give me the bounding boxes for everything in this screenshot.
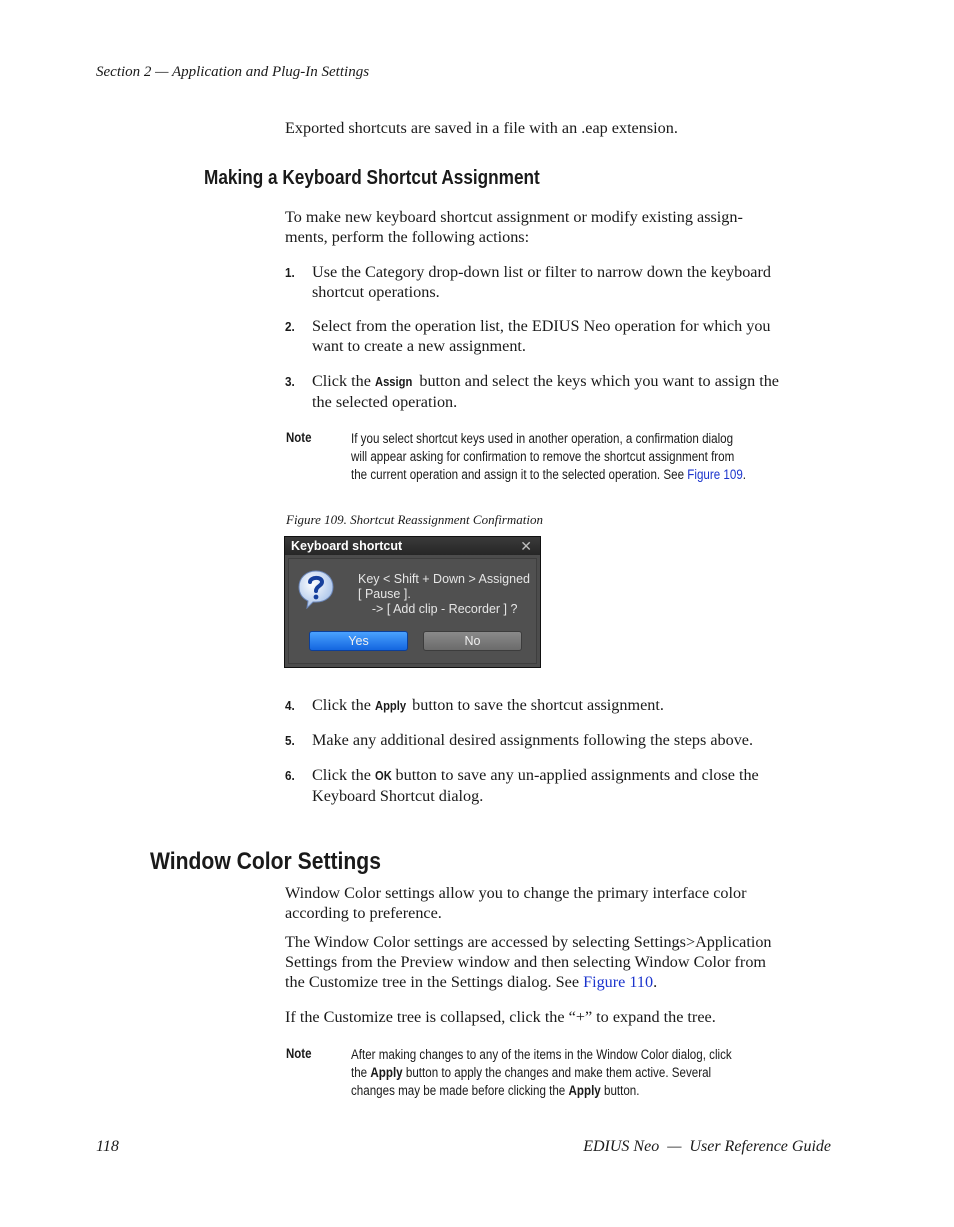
section-heading-window-color: Window Color Settings	[150, 848, 381, 875]
note-body	[351, 1046, 821, 1100]
note-text-fragment: the current operation and assign it to the selected operation. See	[351, 467, 688, 482]
paragraph-text-fragment: .	[653, 973, 658, 991]
lead-paragraph	[285, 207, 833, 247]
step-1	[285, 262, 833, 302]
step-number: 3.	[285, 374, 295, 389]
note-label: Note	[286, 430, 312, 445]
dialog-message-line: -> [ Add clip - Recorder ] ?	[358, 602, 518, 616]
window-color-paragraph-1	[285, 883, 833, 923]
paragraph-line: Window Color settings allow you to change the primary interface color	[285, 884, 747, 902]
step-text-fragment: Click the	[312, 766, 375, 784]
step-line	[312, 765, 833, 786]
close-icon[interactable]: ✕	[520, 538, 532, 554]
dialog-message	[358, 572, 530, 617]
note-line: will appear asking for confirmation to remove the shortcut assignment from	[351, 449, 735, 464]
note-line	[351, 1064, 755, 1082]
step-4	[285, 695, 833, 716]
step-text-fragment: button to save the shortcut assignment.	[408, 696, 664, 714]
step-number: 4.	[285, 698, 295, 713]
figure-110-link[interactable]: Figure 110	[583, 973, 654, 991]
step-line: Select from the operation list, the EDIUS Neo operation for which you	[312, 317, 771, 335]
note-text-fragment: button.	[600, 1083, 640, 1098]
running-head: Section 2 — Application and Plug-In Settings	[96, 64, 370, 80]
note-text-fragment: changes may be made before clicking the	[351, 1083, 569, 1098]
lead-line: ments, perform the following actions:	[285, 228, 530, 246]
window-color-paragraph-3: If the Customize tree is collapsed, click the “+” to expand the tree.	[285, 1008, 716, 1026]
dialog-title: Keyboard shortcut	[291, 539, 403, 553]
ok-button-reference: OK	[374, 768, 392, 783]
figure-caption: Figure 109. Shortcut Reassignment Confirmation	[286, 512, 543, 527]
note-body	[351, 430, 821, 484]
apply-button-reference: Apply	[568, 1083, 601, 1098]
window-color-paragraph-2	[285, 932, 833, 992]
step-6	[285, 765, 833, 806]
note-line: After making changes to any of the items in the Window Color dialog, click	[351, 1047, 732, 1062]
step-number: 6.	[285, 768, 295, 783]
step-2	[285, 316, 833, 356]
step-number: 5.	[285, 733, 295, 748]
step-line: Make any additional desired assignments following the steps above.	[312, 731, 754, 749]
dialog-message-line: [ Pause ].	[358, 587, 411, 601]
step-line: the selected operation.	[312, 393, 458, 411]
dialog-message-line: Key < Shift + Down > Assigned	[358, 572, 530, 586]
paragraph-line: according to preference.	[285, 904, 442, 922]
step-line	[312, 371, 833, 392]
note-line	[351, 1082, 755, 1100]
section-heading-keyboard: Making a Keyboard Shortcut Assignment	[204, 167, 540, 189]
step-line: shortcut operations.	[312, 283, 440, 301]
figure-109-link[interactable]: Figure 109	[687, 467, 743, 482]
step-number: 2.	[285, 319, 295, 334]
step-line: want to create a new assignment.	[312, 337, 526, 355]
intro-paragraph: Exported shortcuts are saved in a file with an .eap extension.	[285, 119, 678, 137]
step-text-fragment: Click the	[312, 372, 375, 390]
paragraph-line	[285, 972, 833, 992]
step-line: Use the Category drop-down list or filter to narrow down the keyboard	[312, 263, 771, 281]
footer-title: EDIUS Neo — User Reference Guide	[583, 1138, 831, 1155]
yes-button[interactable]: Yes	[309, 631, 408, 651]
step-3	[285, 371, 833, 412]
note-text-fragment: .	[742, 467, 747, 482]
keyboard-shortcut-dialog	[284, 536, 541, 668]
step-text-fragment: button and select the keys which you want to assign the	[415, 372, 779, 390]
dialog-title-bar	[285, 537, 540, 555]
page-number: 118	[96, 1138, 119, 1155]
step-line	[312, 695, 833, 716]
lead-line: To make new keyboard shortcut assignment or modify existing assign-	[285, 208, 743, 226]
no-button[interactable]: No	[423, 631, 522, 651]
note-text-fragment: button to apply the changes and make them active. Several	[402, 1065, 712, 1080]
question-icon	[297, 569, 335, 609]
apply-button-reference: Apply	[374, 698, 407, 713]
step-text-fragment: Click the	[312, 696, 375, 714]
note-line: If you select shortcut keys used in another operation, a confirmation dialog	[351, 431, 734, 446]
paragraph-line: Settings from the Preview window and then selecting Window Color from	[285, 953, 767, 971]
assign-button-reference: Assign	[374, 374, 413, 389]
apply-button-reference: Apply	[370, 1065, 403, 1080]
note-label: Note	[286, 1046, 312, 1061]
paragraph-line: The Window Color settings are accessed by selecting Settings>Application	[285, 933, 772, 951]
paragraph-text-fragment: the Customize tree in the Settings dialog. See	[285, 973, 584, 991]
step-text-fragment: button to save any un-applied assignments and close the	[391, 766, 759, 784]
step-number: 1.	[285, 265, 295, 280]
note-text-fragment: the	[351, 1065, 371, 1080]
note-line	[351, 466, 755, 484]
step-5	[285, 730, 833, 750]
step-line: Keyboard Shortcut dialog.	[312, 787, 484, 805]
